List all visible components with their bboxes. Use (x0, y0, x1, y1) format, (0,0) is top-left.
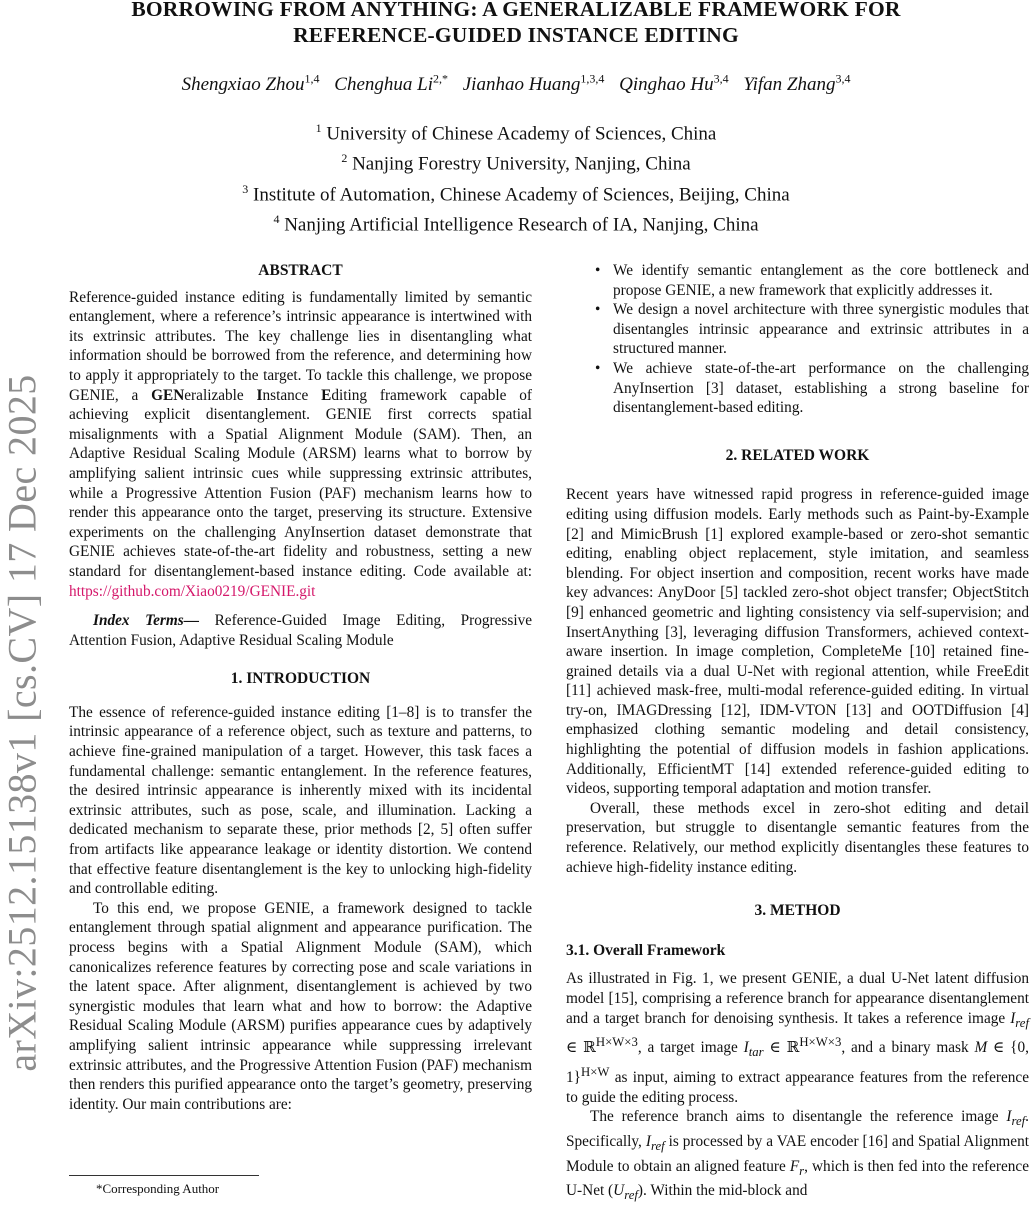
footnote: *Corresponding Author (69, 1175, 259, 1197)
introduction-heading: 1. INTRODUCTION (230, 670, 371, 688)
affiliation: $^1$ University of Chinese Academy of Sciences, China (315, 121, 717, 145)
index-terms: Index Terms— Reference-Guided Image Editing, Progressive Attention Fusion, Adaptive Residual Scaling Module (69, 612, 533, 649)
author: Jianhao Huang$^{1,3,4}$ (462, 72, 605, 96)
introduction-paragraph: The essence of reference-guided instance editing [1–8] is to transfer the intrinsic appearance of a reference object, such as texture and patterns, to achieve fine-grained manipulation of a target. However, this task faces a fundamental challenge: semantic entanglement. In the reference features, the desired intrinsic appearance is inherently mixed with its incidental extrinsic attributes, such as pose, scale, and illumination. Lacking a dedicated mechanism to separate these, prior methods [2, 5] often suffer from artifacts like appearance leakage or identity distortion. We contend that effective feature disentanglement is the key to unlocking high-fidelity and controllable editing. (69, 703, 532, 898)
paper-title (0, 0, 1032, 48)
method-subheading: 3.1. Overall Framework (566, 941, 726, 959)
affiliation: $^4$ Nanjing Artificial Intelligence Research of IA, Nanjing, China (273, 211, 759, 236)
abstract-heading: ABSTRACT (258, 262, 343, 279)
author: Qinghao Hu$^{3,4}$ (619, 72, 729, 96)
right-column (566, 261, 1029, 1206)
introduction-paragraph: To this end, we propose GENIE, a framework designed to tackle entanglement through spatial alignment and appearance purification. The process begins with a Spatial Alignment Module (SAM), which canonicalizes reference features by correcting pose and scale variations in the latent space. After alignment, disentanglement is achieved by two synergistic modules that learn what and how to borrow: the Adaptive Residual Scaling Module (ARSM) purifies appearance cues by adaptively amplifying salient intrinsic appearance while suppressing irrelevant extrinsic attributes, and the Progressive Attention Fusion (PAF) mechanism then renders this purified appearance onto the target’s geometry, preserving identity. Our main contributions are: (69, 899, 532, 1113)
method-paragraph: As illustrated in Fig. 1, we present GENIE, a dual U-Net latent diffusion model [15], comprising a reference branch for appearance disentanglement and a target branch for denoising synthesis. It takes a reference image $I_{ref}$ ∈ ℝ$^{H\times W\times 3}$, a target image $I_{tar}$ ∈ ℝ$^{H\times W\times 3}$, and a binary mask M ∈ {0, 1}$^{H\times W}$ as input, aiming to extract appearance features from the reference to guide the editing process. (566, 970, 1029, 1106)
title-line-1: BORROWING FROM ANYTHING: A GENERALIZABLE FRAMEWORK FOR (131, 0, 901, 21)
author: Yifan Zhang$^{3,4}$ (743, 72, 851, 96)
contribution-item: • We design a novel architecture with three synergistic modules that disentangles intrinsic appearance and extrinsic attributes in a structured manner. (566, 300, 1029, 359)
title-line-2: REFERENCE-GUIDED INSTANCE EDITING (293, 23, 739, 47)
code-link[interactable]: https://github.com/Xiao0219/GENIE.git (69, 582, 316, 600)
affiliation: $^3$ Institute of Automation, Chinese Academy of Sciences, Beijing, China (242, 181, 790, 205)
related-work-paragraph: Recent years have witnessed rapid progress in reference-guided image editing using diffusion models. Early methods such as Paint-by-Example [2] and MimicBrush [1] explored example-based or zero-shot semantic editing, enabling object replacement, style imitation, and seamless blending. For object insertion and composition, recent works have made key advances: AnyDoor [5] tackled zero-shot object transfer; ObjectStitch [9] enhanced geometric and lighting consistency via self-supervision; and InsertAnything [3], leveraging diffusion Transformers, achieved context-aware insertion. In image completion, CompleteMe [10] retained fine-grained details via a dual U-Net with regional attention, while FreeEdit [11] achieved mask-free, multi-modal reference-guided editing. In virtual try-on, IMAGDressing [12], IDM-VTON [13] and OOTDiffusion [4] emphasized clothing semantic modeling and detail consistency, highlighting the potential of diffusion models in fashion applications. Additionally, EfficientMT [14] extended reference-guided editing to videos, supporting temporal adaptation and motion transfer. (566, 486, 1029, 798)
method-paragraph: The reference branch aims to disentangle the reference image $I_{ref}$. Specifically, $I_{ref}$ is processed by a VAE encoder [16] and Spatial Alignment Module to obtain an aligned feature $F_r$, which is then fed into the reference U-Net $(U_{ref})$. Within the mid-block and (566, 1108, 1029, 1203)
abstract-text: Reference-guided instance editing is fundamentally limited by semantic entanglement, where a reference’s intrinsic appearance is intertwined with its extrinsic attributes. The key challenge lies in disentangling what information should be borrowed from the reference, and determining how to apply it appropriately to the target. To tackle this challenge, we propose GENIE, a GENeralizable Instance Editing framework capable of achieving explicit disentanglement. GENIE first corrects spatial misalignments with a Spatial Alignment Module (SAM). Then, an Adaptive Residual Scaling Module (ARSM) learns what to borrow by amplifying salient intrinsic cues while suppressing extrinsic attributes, while a Progressive Attention Fusion (PAF) mechanism learns how to render this appearance onto the target, preserving its structure. Extensive experiments on the challenging AnyInsertion dataset demonstrate that GENIE achieves state-of-the-art fidelity and robustness, setting a new standard for disentanglement-based instance editing. Code available at: https://github.com/Xiao0219/GENIE.git (69, 288, 533, 600)
method-heading: 3. METHOD (754, 902, 841, 920)
arxiv-identifier (0, 228, 45, 1218)
arxiv-identifier-text: arXiv:2512.15138v1 [cs.CV] 17 Dec 2025 (0, 374, 45, 1072)
related-work-paragraph: Overall, these methods excel in zero-shot editing and detail preservation, but struggle to disentangle semantic features from the reference. Relatively, our method explicitly disentangles these features to achieve high-fidelity instance editing. (566, 799, 1029, 876)
contribution-item: • We achieve state-of-the-art performance on the challenging AnyInsertion [3] dataset, establishing a strong baseline for disentanglement-based editing. (566, 359, 1029, 418)
left-column (69, 261, 532, 1114)
contribution-item: • We identify semantic entanglement as the core bottleneck and propose GENIE, a new framework that explicitly addresses it. (566, 261, 1029, 300)
affiliation: $^2$ Nanjing Forestry University, Nanjing, China (341, 151, 691, 175)
author: Shengxiao Zhou$^{1,4}$ (181, 72, 320, 96)
affiliation-list (0, 116, 1032, 237)
author: Chenghua $Li^{2,*}$ (334, 72, 448, 96)
author-list (0, 67, 1032, 97)
related-work-heading: 2. RELATED WORK (725, 446, 870, 464)
